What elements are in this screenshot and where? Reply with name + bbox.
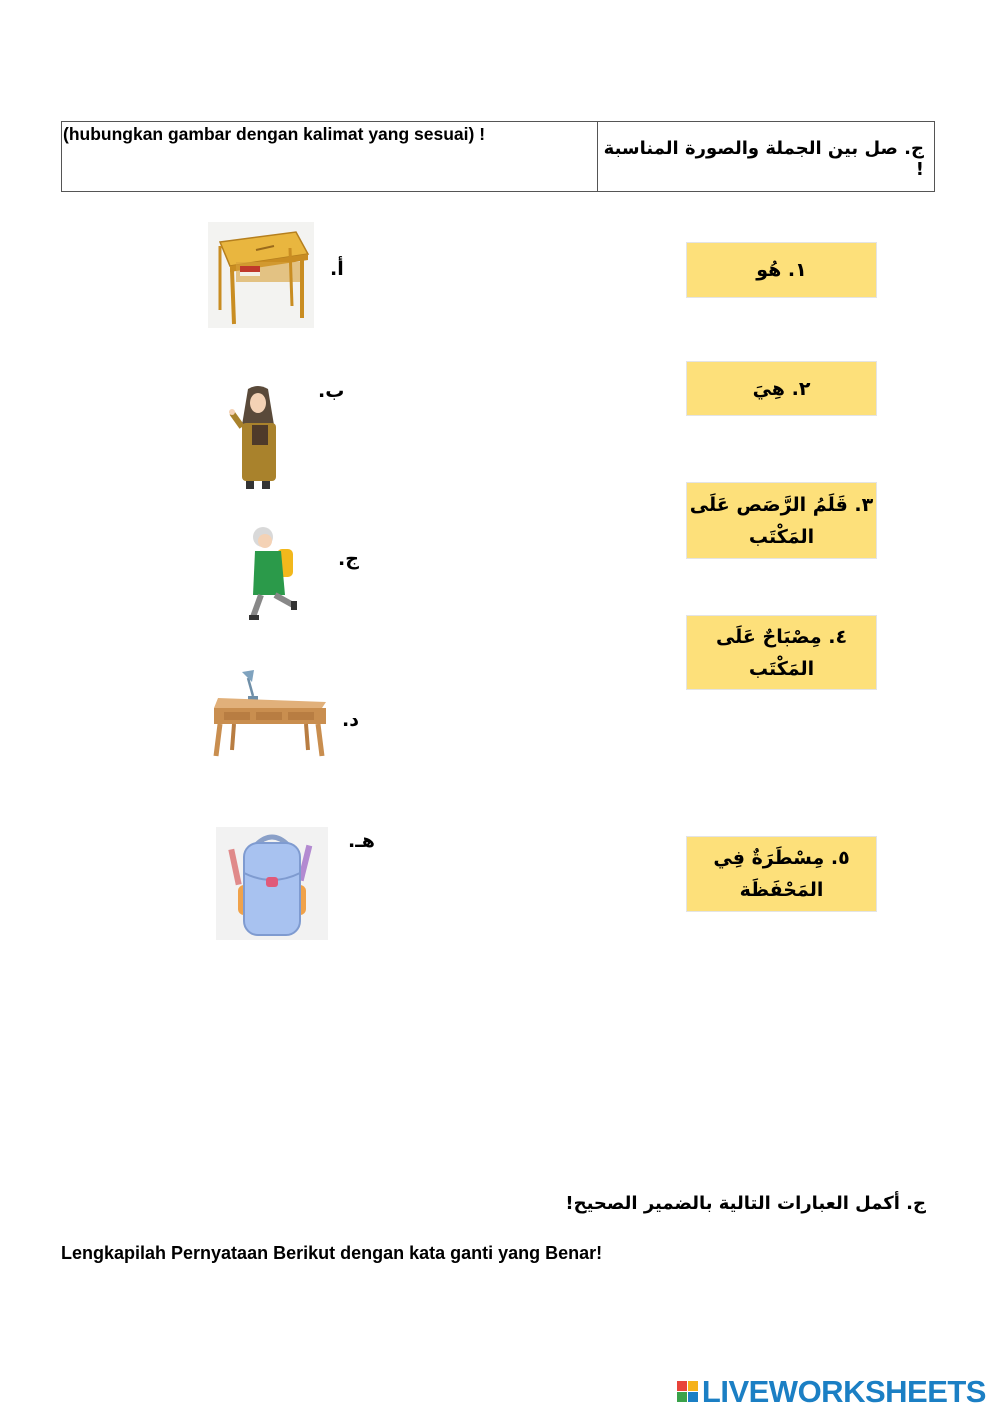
- boy-backpack-icon[interactable]: [245, 525, 301, 625]
- answer-4-line1: ٤. مِصْبَاحٌ عَلَى: [715, 625, 848, 648]
- letter-c: ج.: [338, 548, 359, 570]
- instruction-indonesian: (hubungkan gambar dengan kalimat yang sesuai) !: [62, 122, 598, 191]
- girl-hijab-icon[interactable]: [228, 385, 286, 493]
- answer-4-line2: المَكْتَب: [748, 657, 815, 680]
- answer-1-line1: ١. هُو: [756, 259, 807, 281]
- answer-5-line2: المَحْفَظَة: [739, 879, 824, 901]
- answer-2-line1: ٢. هِيَ: [752, 377, 811, 400]
- backpack-icon[interactable]: [216, 827, 328, 940]
- brand-name: LIVEWORKSHEETS: [701, 1374, 986, 1409]
- header-table: [61, 121, 935, 192]
- answer-3-line2: المَكْتَب: [748, 525, 815, 548]
- letter-d: د.: [342, 709, 359, 731]
- school-desk-icon[interactable]: [208, 222, 314, 328]
- brand-mark-icon: [677, 1381, 699, 1403]
- instruction2-indonesian: Lengkapilah Pernyataan Berikut dengan kata ganti yang Benar!: [61, 1243, 603, 1263]
- letter-e: هـ.: [348, 830, 375, 852]
- answer-box-5[interactable]: [686, 836, 877, 912]
- answer-box-4[interactable]: [686, 615, 877, 690]
- answer-3-line1: ٣. قَلَمُ الرَّصَص عَلَى: [689, 493, 874, 516]
- answer-box-1[interactable]: [686, 242, 877, 298]
- desk-lamp-icon[interactable]: [210, 668, 328, 760]
- answer-box-3[interactable]: [686, 482, 877, 559]
- letter-a: أ.: [330, 258, 344, 280]
- letter-b: ب.: [318, 380, 345, 402]
- answer-5-line1: ٥. مِسْطَرَةٌ فِي: [713, 847, 850, 869]
- answer-box-2[interactable]: [686, 361, 877, 416]
- liveworksheets-logo: [677, 1374, 986, 1410]
- instruction2-arabic: ج. أكمل العبارات التالية بالضمير الصحيح!: [565, 1193, 926, 1214]
- instruction-arabic: ج. صل بين الجملة والصورة المناسبة !: [603, 138, 924, 180]
